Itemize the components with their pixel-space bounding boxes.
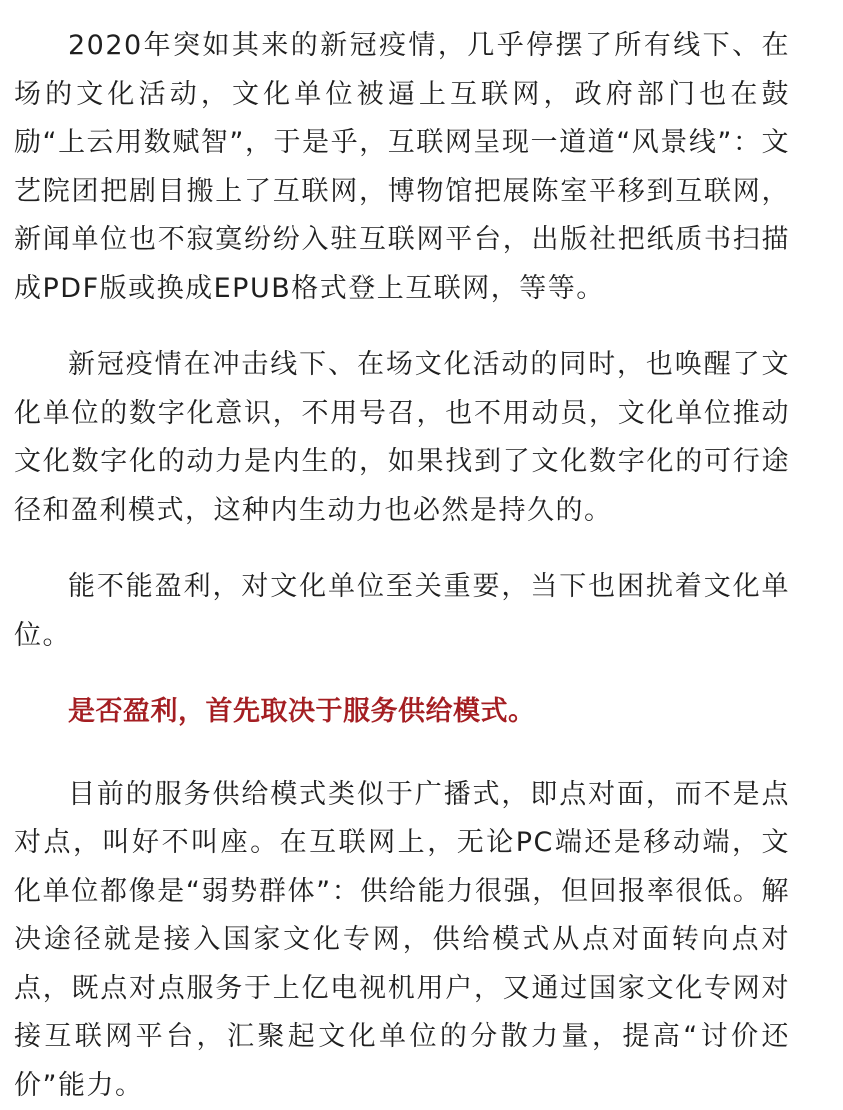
article-body <box>14 22 790 1110</box>
paragraph-profitability: 能不能盈利，对文化单位至关重要，当下也困扰着文化单位。 <box>14 563 790 660</box>
paragraph-pandemic-impact: 2020年突如其来的新冠疫情，几乎停摆了所有线下、在场的文化活动，文化单位被逼上互联网，政府部门也在鼓励“上云用数赋智”，于是乎，互联网呈现一道道“风景线”：文艺院团把剧目搬上了互联网，博物馆把展陈室平移到互联网，新闻单位也不寂寞纷纷入驻互联网平台，出版社把纸质书扫描成PDF版或换成EPUB格式登上互联网，等等。 <box>14 22 790 313</box>
paragraph-supply-model: 目前的服务供给模式类似于广播式，即点对面，而不是点对点，叫好不叫座。在互联网上，无论PC端还是移动端，文化单位都像是“弱势群体”：供给能力很强，但回报率很低。解决途径就是接入国家文化专网，供给模式从点对面转向点对点，既点对点服务于上亿电视机用户，又通过国家文化专网对接互联网平台，汇聚起文化单位的分散力量，提高“讨价还价”能力。 <box>14 771 790 1110</box>
section-heading: 是否盈利，首先取决于服务供给模式。 <box>14 688 790 737</box>
paragraph-digital-awareness: 新冠疫情在冲击线下、在场文化活动的同时，也唤醒了文化单位的数字化意识，不用号召，也不用动员，文化单位推动文化数字化的动力是内生的，如果找到了文化数字化的可行途径和盈利模式，这种内生动力也必然是持久的。 <box>14 341 790 535</box>
